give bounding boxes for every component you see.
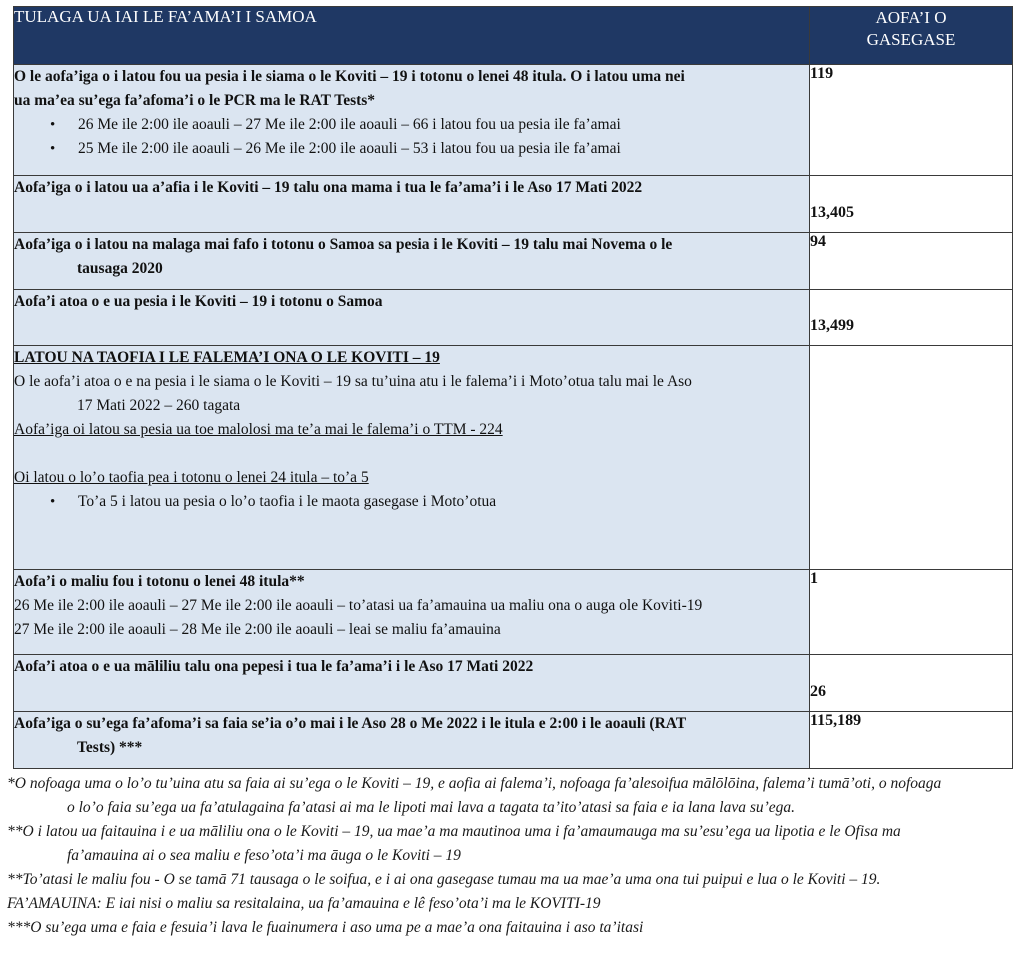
row-value: 26 bbox=[810, 655, 1013, 712]
row-value: 94 bbox=[810, 233, 1013, 290]
row-new-deaths-48h bbox=[14, 570, 810, 655]
footnotes bbox=[7, 772, 1017, 940]
footnote-line: ***O su’ega uma e faia e fesuia’i lava le fuainumera i aso uma pe a mae’a ona faitauina i aso ta’itasi bbox=[7, 919, 644, 936]
table-row bbox=[14, 655, 1013, 712]
row-imported-cases bbox=[14, 233, 810, 290]
footnote-line: fa’amauina ai o sea maliu e feso’ota’i ma āuga o le Koviti – 19 bbox=[67, 847, 461, 864]
row-text: Aofa’i o maliu fou i totonu o lenei 48 itula** bbox=[14, 573, 305, 590]
row-text: 17 Mati 2022 – 260 tagata bbox=[77, 397, 241, 414]
footnote-line: FA’AMAUINA: E iai nisi o maliu sa resitalaina, ua fa’amauina e lê feso’ota’i ma le KOVITI-19 bbox=[7, 895, 601, 912]
row-text: 27 Me ile 2:00 ile aoauli – 28 Me ile 2:00 ile aoauli – leai se maliu fa’amauina bbox=[14, 621, 501, 638]
row-text: 26 Me ile 2:00 ile aoauli – 27 Me ile 2:00 ile aoauli – to’atasi ua fa’amauina ua maliu ona o auga ole Koviti-19 bbox=[14, 597, 703, 614]
row-value: 115,189 bbox=[810, 712, 1013, 769]
row-value: 13,405 bbox=[810, 176, 1013, 233]
row-text: Oi latou o lo’o taofia pea i totonu o lenei 24 itula – to’a 5 bbox=[14, 469, 369, 486]
header-value-line1: AOFA’I O bbox=[875, 8, 947, 27]
list-item: • 25 Me ile 2:00 ile aoauli – 26 Me ile 2:00 ile aoauli – 53 i latou fou ua pesia ile fa’amai bbox=[50, 137, 809, 161]
table-row bbox=[14, 570, 1013, 655]
row-value: 1 bbox=[810, 570, 1013, 655]
header-value-line2: GASEGASE bbox=[866, 30, 956, 49]
row-value bbox=[810, 346, 1013, 570]
spacer bbox=[14, 442, 809, 466]
bullet-list bbox=[14, 490, 809, 514]
row-text: Tests) *** bbox=[77, 739, 143, 756]
row-new-cases-48h bbox=[14, 65, 810, 176]
footnote-line: **To’atasi le maliu fou - O se tamā 71 tausaga o le soifua, e i ai ona gasegase tumau ma ua mae’a uma ona tui puipui e lua o le Koviti – 19. bbox=[7, 871, 881, 888]
footnote-line: o lo’o faia su’ega ua fa’atulagaina fa’atasi ai ma le lipoti mai lava a tagata ta’ito’atasi sa faia e ia lana lava su’ega. bbox=[67, 799, 796, 816]
table-row bbox=[14, 290, 1013, 346]
list-item: • To’a 5 i latou ua pesia o lo’o taofia i le maota gasegase i Moto’otua bbox=[50, 490, 809, 514]
row-text: ua ma’ea su’ega fa’afoma’i o le PCR ma le RAT Tests* bbox=[14, 92, 376, 109]
row-text: O le aofa’i atoa o e na pesia i le siama o le Koviti – 19 sa tu’uina atu i le falema’i i Moto’otua talu mai le Aso bbox=[14, 373, 692, 390]
row-total-cases bbox=[14, 290, 810, 346]
row-text: Aofa’i atoa o e ua pesia i le Koviti – 19 i totonu o Samoa bbox=[14, 293, 383, 310]
row-text: Aofa’iga o i latou na malaga mai fafo i totonu o Samoa sa pesia i le Koviti – 19 talu mai Novema o le bbox=[14, 236, 673, 253]
row-text: Aofa’iga oi latou sa pesia ua toe malolosi ma te’a mai le falema’i o TTM - 224 bbox=[14, 421, 503, 438]
list-item: • 26 Me ile 2:00 ile aoauli – 27 Me ile 2:00 ile aoauli – 66 i latou fou ua pesia ile fa’amai bbox=[50, 113, 809, 137]
header-value-title bbox=[810, 7, 1013, 65]
header-title: TULAGA UA IAI LE FA’AMA’I I SAMOA bbox=[14, 7, 810, 65]
bullet-list bbox=[14, 113, 809, 161]
table-header-row bbox=[14, 7, 1013, 65]
row-recovered-since-march bbox=[14, 176, 810, 233]
row-text: O le aofa’iga o i latou fou ua pesia i le siama o le Koviti – 19 i totonu o lenei 48 itula. O i latou uma nei bbox=[14, 68, 685, 85]
footnote-line: *O nofoaga uma o lo’o tu’uina atu sa faia ai su’ega o le Koviti – 19, e aofia ai falema’i, nofoaga fa’alesoifua mālōlōina, falema’i tumā’oti, o nofoaga bbox=[7, 775, 942, 792]
row-total-deaths bbox=[14, 655, 810, 712]
footnote-line: **O i latou ua faitauina i e ua māliliu ona o le Koviti – 19, ua mae’a ma mautinoa uma i fa’amaumauga ma su’esu’ega ua lipotia e le Ofisa ma bbox=[7, 823, 901, 840]
row-total-tests bbox=[14, 712, 810, 769]
table-row bbox=[14, 65, 1013, 176]
table-row bbox=[14, 712, 1013, 769]
section-heading: LATOU NA TAOFIA I LE FALEMA’I ONA O LE KOVITI – 19 bbox=[14, 349, 440, 366]
row-text: Aofa’i atoa o e ua māliliu talu ona pepesi i tua le fa’ama’i i le Aso 17 Mati 2022 bbox=[14, 658, 534, 675]
table-row bbox=[14, 176, 1013, 233]
row-hospitalised bbox=[14, 346, 810, 570]
covid-status-table bbox=[13, 6, 1013, 769]
row-text: tausaga 2020 bbox=[77, 260, 163, 277]
table-row bbox=[14, 233, 1013, 290]
row-text: Aofa’iga o su’ega fa’afoma’i sa faia se’ia o’o mai i le Aso 28 o Me 2022 i le itula e 2:00 i le aoauli (RAT bbox=[14, 715, 687, 732]
row-value: 13,499 bbox=[810, 290, 1013, 346]
row-text: Aofa’iga o i latou ua a’afia i le Koviti – 19 talu ona mama i tua le fa’ama’i i le Aso 17 Mati 2022 bbox=[14, 179, 643, 196]
row-value: 119 bbox=[810, 65, 1013, 176]
table-row bbox=[14, 346, 1013, 570]
